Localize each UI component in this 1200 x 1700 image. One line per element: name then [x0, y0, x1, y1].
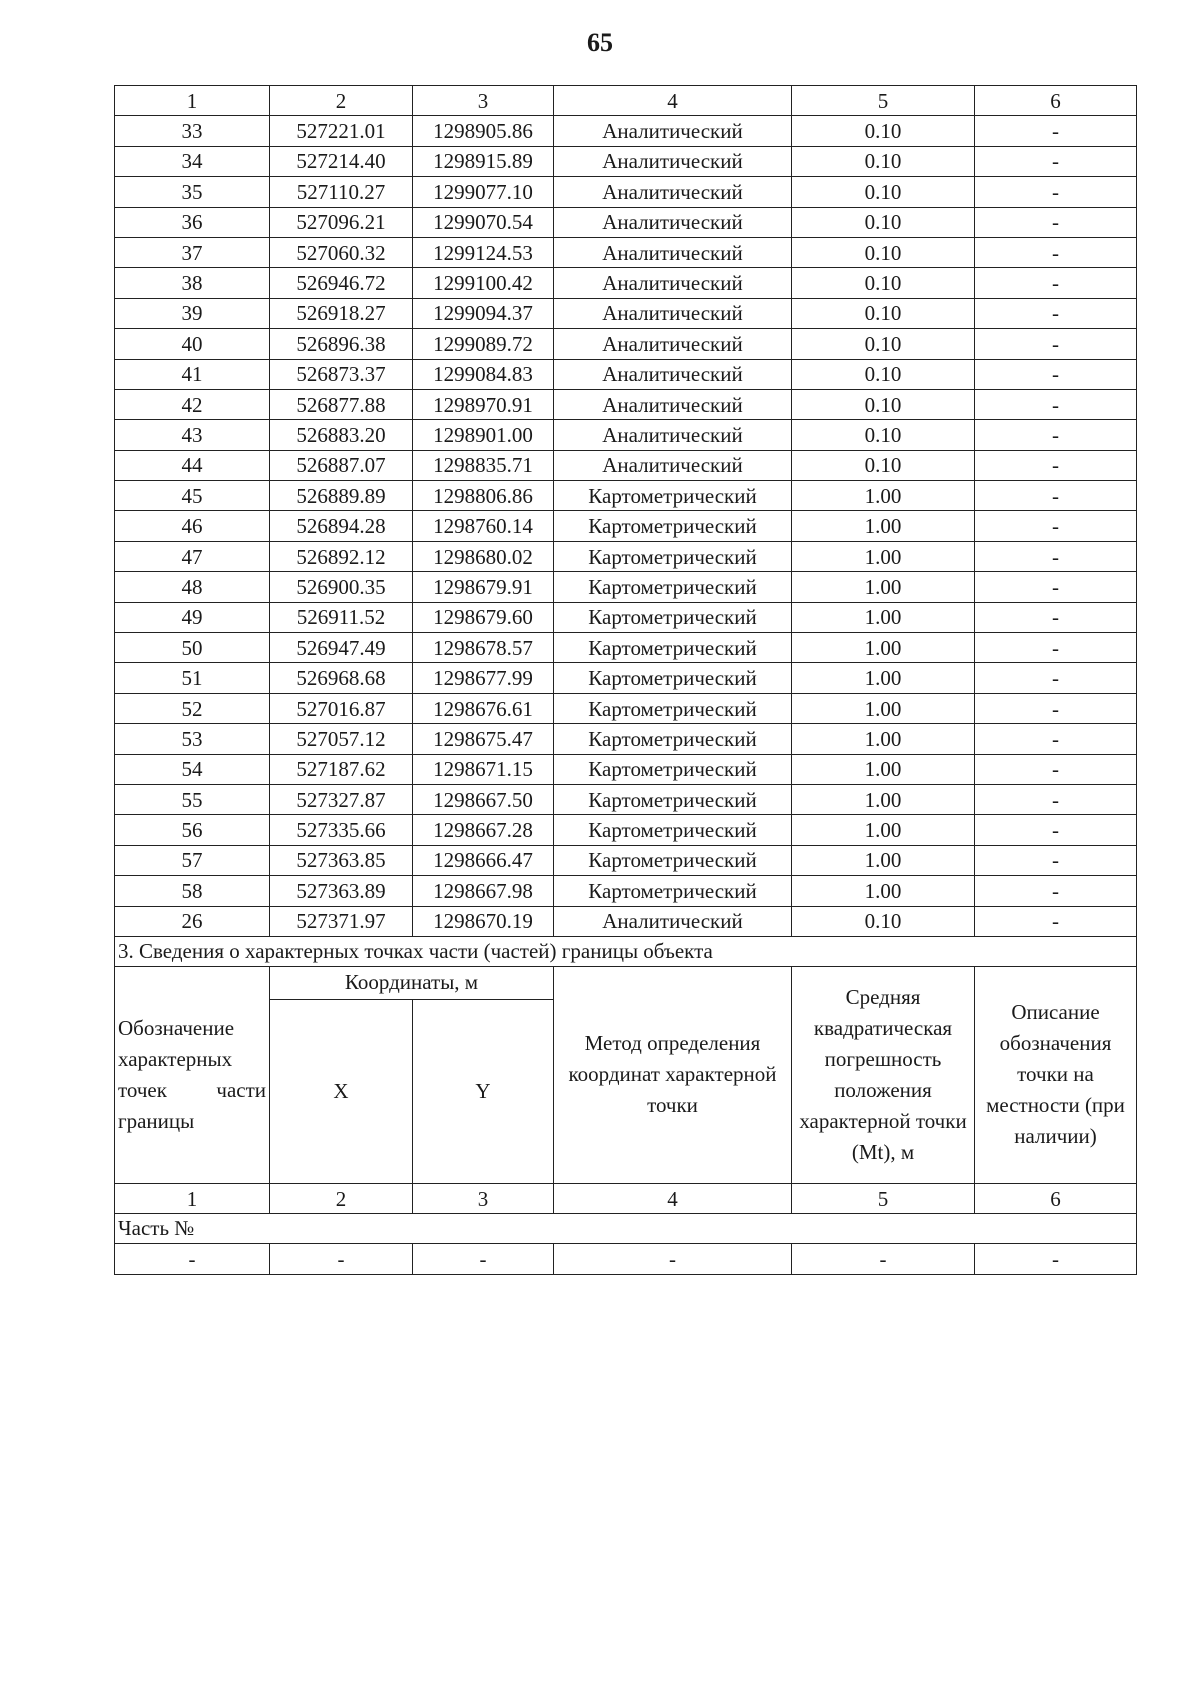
method-cell: Картометрический [554, 754, 792, 784]
column-number: 2 [270, 1183, 413, 1213]
description-cell: - [975, 450, 1137, 480]
section-3-title-row [115, 936, 1137, 966]
mt-value-cell: 0.10 [792, 389, 975, 419]
description-cell: - [975, 572, 1137, 602]
point-number-cell: 46 [115, 511, 270, 541]
table-cell: - [413, 1244, 554, 1274]
table-cell: - [975, 1244, 1137, 1274]
x-coordinate-cell: 527363.85 [270, 845, 413, 875]
description-cell: - [975, 906, 1137, 936]
header-designation: Обозначение характерных точек части границы [115, 966, 270, 1183]
y-coordinate-cell: 1298677.99 [413, 663, 554, 693]
description-cell: - [975, 298, 1137, 328]
method-cell: Аналитический [554, 146, 792, 176]
table-cell: - [554, 1244, 792, 1274]
method-cell: Аналитический [554, 906, 792, 936]
section-3-column-number-row [115, 1183, 1137, 1213]
mt-value-cell: 1.00 [792, 572, 975, 602]
method-cell: Аналитический [554, 207, 792, 237]
mt-value-cell: 1.00 [792, 633, 975, 663]
table-row [115, 602, 1137, 632]
method-cell: Картометрический [554, 724, 792, 754]
method-cell: Картометрический [554, 784, 792, 814]
method-cell: Картометрический [554, 481, 792, 511]
point-number-cell: 50 [115, 633, 270, 663]
description-cell: - [975, 146, 1137, 176]
description-cell: - [975, 389, 1137, 419]
method-cell: Аналитический [554, 116, 792, 146]
table-row [115, 298, 1137, 328]
table-row [115, 845, 1137, 875]
column-number: 3 [413, 86, 554, 116]
mt-value-cell: 1.00 [792, 693, 975, 723]
x-coordinate-cell: 526946.72 [270, 268, 413, 298]
method-cell: Картометрический [554, 663, 792, 693]
point-number-cell: 54 [115, 754, 270, 784]
y-coordinate-cell: 1298678.57 [413, 633, 554, 663]
description-cell: - [975, 541, 1137, 571]
y-coordinate-cell: 1298679.60 [413, 602, 554, 632]
table-row [115, 268, 1137, 298]
column-number-row [115, 86, 1137, 116]
method-cell: Аналитический [554, 389, 792, 419]
table-cell: - [792, 1244, 975, 1274]
column-number: 6 [975, 86, 1137, 116]
description-cell: - [975, 754, 1137, 784]
method-cell: Картометрический [554, 845, 792, 875]
mt-value-cell: 1.00 [792, 724, 975, 754]
y-coordinate-cell: 1299124.53 [413, 237, 554, 267]
y-coordinate-cell: 1299100.42 [413, 268, 554, 298]
x-coordinate-cell: 526918.27 [270, 298, 413, 328]
x-coordinate-cell: 526900.35 [270, 572, 413, 602]
mt-value-cell: 0.10 [792, 146, 975, 176]
mt-value-cell: 1.00 [792, 815, 975, 845]
description-cell: - [975, 602, 1137, 632]
x-coordinate-cell: 526911.52 [270, 602, 413, 632]
point-number-cell: 56 [115, 815, 270, 845]
x-coordinate-cell: 526892.12 [270, 541, 413, 571]
y-coordinate-cell: 1298667.50 [413, 784, 554, 814]
y-coordinate-cell: 1298676.61 [413, 693, 554, 723]
point-number-cell: 39 [115, 298, 270, 328]
mt-value-cell: 1.00 [792, 784, 975, 814]
header-description: Описание обозначения точки на местности (при наличии) [975, 966, 1137, 1183]
table-row [115, 572, 1137, 602]
y-coordinate-cell: 1298835.71 [413, 450, 554, 480]
method-cell: Аналитический [554, 329, 792, 359]
method-cell: Картометрический [554, 511, 792, 541]
method-cell: Картометрический [554, 633, 792, 663]
table-row [115, 420, 1137, 450]
method-cell: Картометрический [554, 602, 792, 632]
x-coordinate-cell: 526873.37 [270, 359, 413, 389]
method-cell: Аналитический [554, 268, 792, 298]
x-coordinate-cell: 527060.32 [270, 237, 413, 267]
point-number-cell: 36 [115, 207, 270, 237]
mt-value-cell: 1.00 [792, 876, 975, 906]
y-coordinate-cell: 1298970.91 [413, 389, 554, 419]
description-cell: - [975, 481, 1137, 511]
description-cell: - [975, 693, 1137, 723]
x-coordinate-cell: 526947.49 [270, 633, 413, 663]
method-cell: Аналитический [554, 177, 792, 207]
column-number: 1 [115, 1183, 270, 1213]
table-row [115, 359, 1137, 389]
description-cell: - [975, 876, 1137, 906]
y-coordinate-cell: 1299094.37 [413, 298, 554, 328]
y-coordinate-cell: 1298670.19 [413, 906, 554, 936]
point-number-cell: 38 [115, 268, 270, 298]
y-coordinate-cell: 1298667.98 [413, 876, 554, 906]
point-number-cell: 37 [115, 237, 270, 267]
mt-value-cell: 0.10 [792, 420, 975, 450]
point-number-cell: 35 [115, 177, 270, 207]
mt-value-cell: 1.00 [792, 602, 975, 632]
page-number: 65 [587, 28, 613, 57]
table-row [115, 146, 1137, 176]
x-coordinate-cell: 526894.28 [270, 511, 413, 541]
column-number: 6 [975, 1183, 1137, 1213]
header-x: X [270, 999, 413, 1183]
x-coordinate-cell: 527327.87 [270, 784, 413, 814]
y-coordinate-cell: 1298679.91 [413, 572, 554, 602]
table-row [115, 207, 1137, 237]
x-coordinate-cell: 526889.89 [270, 481, 413, 511]
y-coordinate-cell: 1299077.10 [413, 177, 554, 207]
y-coordinate-cell: 1298680.02 [413, 541, 554, 571]
header-coordinates: Координаты, м [270, 966, 554, 999]
mt-value-cell: 0.10 [792, 268, 975, 298]
mt-value-cell: 0.10 [792, 329, 975, 359]
table-cell: - [115, 1244, 270, 1274]
description-cell: - [975, 663, 1137, 693]
mt-value-cell: 0.10 [792, 359, 975, 389]
description-cell: - [975, 420, 1137, 450]
y-coordinate-cell: 1299089.72 [413, 329, 554, 359]
x-coordinate-cell: 527371.97 [270, 906, 413, 936]
description-cell: - [975, 784, 1137, 814]
point-number-cell: 53 [115, 724, 270, 754]
x-coordinate-cell: 527363.89 [270, 876, 413, 906]
table-row [115, 511, 1137, 541]
table-cell: - [270, 1244, 413, 1274]
description-cell: - [975, 116, 1137, 146]
point-number-cell: 42 [115, 389, 270, 419]
table-row [115, 876, 1137, 906]
mt-value-cell: 0.10 [792, 116, 975, 146]
column-number: 5 [792, 1183, 975, 1213]
point-number-cell: 58 [115, 876, 270, 906]
point-number-cell: 34 [115, 146, 270, 176]
point-number-cell: 48 [115, 572, 270, 602]
point-number-cell: 43 [115, 420, 270, 450]
mt-value-cell: 1.00 [792, 541, 975, 571]
x-coordinate-cell: 527187.62 [270, 754, 413, 784]
point-number-cell: 44 [115, 450, 270, 480]
table-row [115, 177, 1137, 207]
method-cell: Аналитический [554, 359, 792, 389]
mt-value-cell: 0.10 [792, 298, 975, 328]
description-cell: - [975, 237, 1137, 267]
description-cell: - [975, 815, 1137, 845]
x-coordinate-cell: 527110.27 [270, 177, 413, 207]
header-method: Метод определения координат характерной точки [554, 966, 792, 1183]
point-number-cell: 45 [115, 481, 270, 511]
description-cell: - [975, 724, 1137, 754]
x-coordinate-cell: 527016.87 [270, 693, 413, 723]
y-coordinate-cell: 1298666.47 [413, 845, 554, 875]
header-y: Y [413, 999, 554, 1183]
description-cell: - [975, 268, 1137, 298]
y-coordinate-cell: 1298901.00 [413, 420, 554, 450]
x-coordinate-cell: 526968.68 [270, 663, 413, 693]
y-coordinate-cell: 1298675.47 [413, 724, 554, 754]
method-cell: Картометрический [554, 815, 792, 845]
description-cell: - [975, 633, 1137, 663]
table-row [115, 754, 1137, 784]
y-coordinate-cell: 1298905.86 [413, 116, 554, 146]
table-row [115, 663, 1137, 693]
description-cell: - [975, 511, 1137, 541]
header-mt: Средняя квадратическая погрешность положения характерной точки (Mt), м [792, 966, 975, 1183]
part-label-row [115, 1214, 1137, 1244]
description-cell: - [975, 207, 1137, 237]
y-coordinate-cell: 1298806.86 [413, 481, 554, 511]
method-cell: Аналитический [554, 420, 792, 450]
point-number-cell: 52 [115, 693, 270, 723]
method-cell: Аналитический [554, 450, 792, 480]
column-number: 4 [554, 1183, 792, 1213]
mt-value-cell: 1.00 [792, 511, 975, 541]
y-coordinate-cell: 1298760.14 [413, 511, 554, 541]
method-cell: Картометрический [554, 541, 792, 571]
table-row [115, 481, 1137, 511]
y-coordinate-cell: 1299070.54 [413, 207, 554, 237]
table-row [115, 389, 1137, 419]
description-cell: - [975, 359, 1137, 389]
part-label: Часть № [115, 1214, 1137, 1244]
table-row [115, 329, 1137, 359]
table-row [115, 633, 1137, 663]
point-number-cell: 51 [115, 663, 270, 693]
x-coordinate-cell: 527096.21 [270, 207, 413, 237]
table-row [115, 693, 1137, 723]
mt-value-cell: 0.10 [792, 177, 975, 207]
table-row [115, 116, 1137, 146]
x-coordinate-cell: 526883.20 [270, 420, 413, 450]
column-number: 1 [115, 86, 270, 116]
method-cell: Аналитический [554, 237, 792, 267]
y-coordinate-cell: 1299084.83 [413, 359, 554, 389]
method-cell: Аналитический [554, 298, 792, 328]
boundary-points-table [114, 85, 1137, 1275]
y-coordinate-cell: 1298667.28 [413, 815, 554, 845]
column-number: 4 [554, 86, 792, 116]
point-number-cell: 40 [115, 329, 270, 359]
column-number: 3 [413, 1183, 554, 1213]
x-coordinate-cell: 526887.07 [270, 450, 413, 480]
mt-value-cell: 0.10 [792, 207, 975, 237]
x-coordinate-cell: 527221.01 [270, 116, 413, 146]
method-cell: Картометрический [554, 693, 792, 723]
table-row [115, 906, 1137, 936]
point-number-cell: 55 [115, 784, 270, 814]
y-coordinate-cell: 1298671.15 [413, 754, 554, 784]
table-row [115, 237, 1137, 267]
mt-value-cell: 0.10 [792, 906, 975, 936]
point-number-cell: 33 [115, 116, 270, 146]
mt-value-cell: 0.10 [792, 450, 975, 480]
mt-value-cell: 0.10 [792, 237, 975, 267]
mt-value-cell: 1.00 [792, 663, 975, 693]
table-row [115, 815, 1137, 845]
description-cell: - [975, 329, 1137, 359]
section-3-header-row-top [115, 966, 1137, 999]
y-coordinate-cell: 1298915.89 [413, 146, 554, 176]
table-row [115, 784, 1137, 814]
table-row [115, 724, 1137, 754]
point-number-cell: 26 [115, 906, 270, 936]
mt-value-cell: 1.00 [792, 845, 975, 875]
method-cell: Картометрический [554, 572, 792, 602]
x-coordinate-cell: 527335.66 [270, 815, 413, 845]
section-3-title: 3. Сведения о характерных точках части (частей) границы объекта [115, 936, 1137, 966]
point-number-cell: 49 [115, 602, 270, 632]
x-coordinate-cell: 526896.38 [270, 329, 413, 359]
table-row [115, 450, 1137, 480]
column-number: 5 [792, 86, 975, 116]
point-number-cell: 57 [115, 845, 270, 875]
point-number-cell: 41 [115, 359, 270, 389]
x-coordinate-cell: 526877.88 [270, 389, 413, 419]
description-cell: - [975, 845, 1137, 875]
part-empty-row [115, 1244, 1137, 1274]
point-number-cell: 47 [115, 541, 270, 571]
description-cell: - [975, 177, 1137, 207]
x-coordinate-cell: 527214.40 [270, 146, 413, 176]
table-row [115, 541, 1137, 571]
column-number: 2 [270, 86, 413, 116]
x-coordinate-cell: 527057.12 [270, 724, 413, 754]
method-cell: Картометрический [554, 876, 792, 906]
mt-value-cell: 1.00 [792, 754, 975, 784]
mt-value-cell: 1.00 [792, 481, 975, 511]
